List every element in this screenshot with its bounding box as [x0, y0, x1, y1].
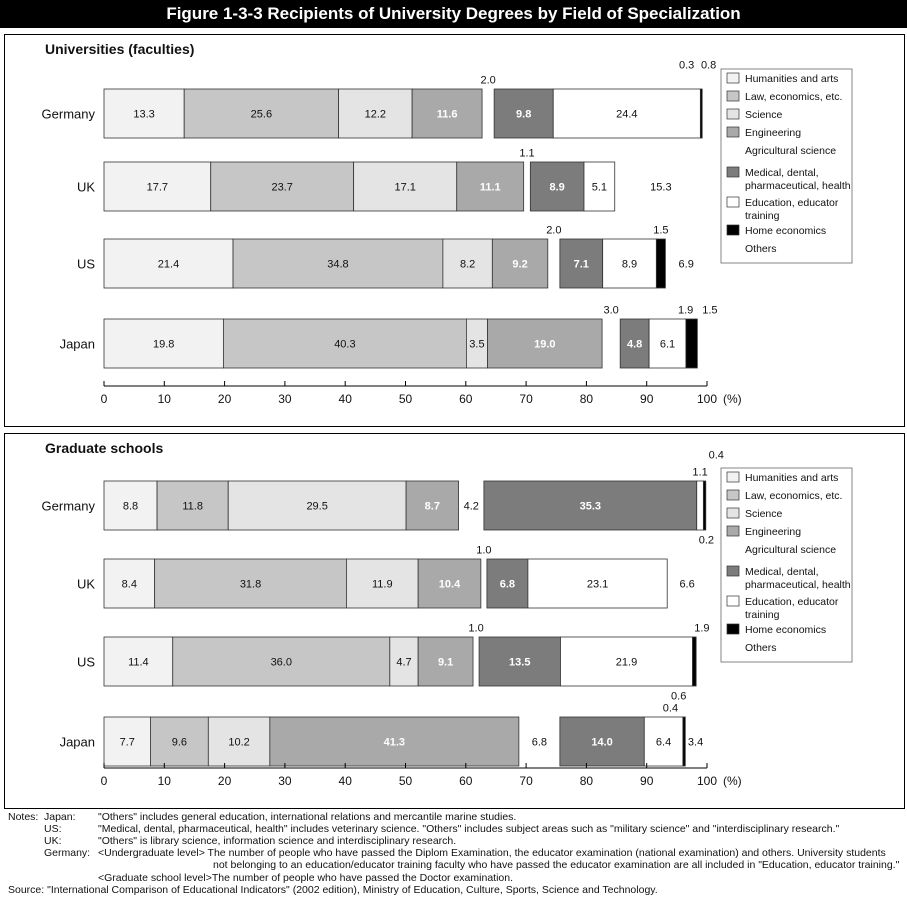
legend-label: pharmaceutical, health	[745, 579, 851, 591]
value-label: 17.1	[394, 181, 416, 194]
value-label: 0.3	[678, 59, 695, 72]
bar-segment-home-economics	[686, 319, 697, 368]
legend-item-law-economics-etc	[727, 91, 842, 103]
value-label: 10.2	[228, 736, 250, 749]
value-label: 3.0	[603, 304, 619, 317]
x-tick-label: 80	[579, 774, 594, 788]
legend-label: Home economics	[745, 624, 827, 636]
legend-label: Others	[745, 642, 777, 654]
legend-item-agricultural-science	[745, 145, 836, 157]
value-label: 0.2	[698, 534, 715, 547]
value-label: 19.8	[152, 338, 175, 351]
value-label: 8.8	[122, 500, 139, 513]
chart-panel-graduate	[4, 433, 905, 809]
value-label: 3.4	[687, 736, 704, 749]
x-tick-label: 10	[157, 774, 171, 788]
legend-swatch	[727, 91, 739, 101]
legend-swatch	[727, 508, 739, 518]
bar-row-us	[77, 623, 710, 703]
chart-universities	[5, 35, 904, 426]
legend-item-agricultural-science	[745, 544, 836, 556]
legend-swatch	[727, 596, 739, 606]
category-label: Japan	[59, 336, 95, 352]
value-label: 31.8	[239, 578, 262, 591]
chart-title-universities: Universities (faculties)	[45, 41, 195, 57]
x-tick-label: 20	[217, 392, 232, 406]
value-label: 1.5	[653, 224, 669, 237]
category-label: UK	[76, 576, 95, 592]
legend	[721, 69, 852, 263]
x-tick-label: 30	[278, 774, 292, 788]
x-tick-label: 100	[696, 774, 718, 788]
note-label: Germany:	[44, 847, 91, 859]
value-label: 11.8	[182, 500, 203, 513]
x-tick-label: 10	[157, 392, 171, 406]
value-label: 14.0	[591, 736, 613, 749]
category-label: Japan	[59, 734, 95, 750]
x-tick-label: 60	[459, 774, 473, 788]
bar-row-germany	[42, 450, 724, 547]
value-label: 7.1	[573, 258, 589, 271]
note-label: Japan:	[44, 811, 76, 823]
legend-item-science	[727, 508, 783, 520]
x-tick-label: 40	[338, 392, 352, 406]
category-label: Germany	[41, 498, 95, 514]
x-tick-label: 80	[579, 392, 594, 406]
value-label: 1.9	[677, 304, 694, 317]
legend-label: Science	[745, 109, 783, 121]
value-label: 10.4	[438, 578, 461, 591]
x-axis	[101, 763, 742, 788]
value-label: 11.6	[436, 108, 458, 121]
legend-label: training	[745, 210, 780, 222]
legend-item-law-economics-etc	[727, 490, 842, 502]
value-label: 0.8	[700, 59, 717, 72]
note-label: US:	[44, 823, 62, 835]
legend-item-engineering	[727, 127, 801, 139]
legend-swatch	[727, 197, 739, 207]
bar-row-japan	[60, 305, 718, 369]
value-label: 21.4	[157, 258, 180, 271]
legend-label: Agricultural science	[745, 145, 837, 157]
value-label: 9.6	[171, 736, 188, 749]
note-text: "Others" is library science, information science and interdisciplinary research.	[98, 835, 457, 847]
legend-label: Others	[745, 243, 777, 255]
value-label: 4.2	[463, 500, 479, 513]
value-label: 25.6	[250, 108, 273, 121]
legend-item-others	[745, 243, 777, 255]
value-label: 8.4	[121, 578, 137, 591]
legend-swatch	[727, 624, 739, 634]
value-label: 8.2	[459, 258, 476, 271]
value-label: 0.4	[708, 449, 724, 462]
legend-label: Law, economics, etc.	[745, 490, 843, 502]
x-tick-label: 70	[519, 392, 533, 406]
x-tick-label: 60	[459, 392, 473, 406]
x-tick-label: 50	[398, 392, 413, 406]
value-label: 6.8	[531, 736, 548, 749]
chart-title-graduate: Graduate schools	[45, 440, 164, 456]
legend-label: Education, educator	[745, 197, 839, 209]
legend-item-science	[727, 109, 783, 121]
value-label: 13.5	[509, 656, 531, 669]
value-label: 23.1	[586, 578, 609, 591]
value-label: 9.1	[437, 656, 454, 669]
value-label: 0.6	[671, 690, 687, 703]
value-label: 12.2	[364, 108, 387, 121]
x-tick-label: 0	[100, 774, 108, 788]
bar-segment-home-economics	[693, 637, 697, 686]
value-label: 2.0	[480, 74, 496, 87]
value-label: 8.9	[621, 258, 638, 271]
value-label: 9.2	[512, 258, 528, 271]
chart-graduate	[5, 434, 904, 808]
value-label: 13.3	[133, 108, 155, 121]
value-label: 1.1	[692, 466, 708, 479]
legend-label: Education, educator	[745, 596, 839, 608]
value-label: 7.7	[119, 736, 135, 749]
value-label: 29.5	[306, 500, 328, 513]
value-label: 34.8	[327, 258, 349, 271]
value-label: 17.7	[146, 181, 169, 194]
axis-unit-label: (%)	[723, 392, 742, 406]
value-label: 15.3	[650, 181, 672, 194]
x-tick-label: 30	[278, 392, 292, 406]
x-tick-label: 90	[640, 774, 654, 788]
legend-item-engineering	[727, 526, 801, 538]
value-label: 5.1	[591, 181, 608, 194]
value-label: 21.9	[615, 656, 638, 669]
note-text: "Others" includes general education, international relations and mercantile marine studies.	[98, 811, 517, 823]
legend-swatch	[727, 73, 739, 83]
x-tick-label: 50	[398, 774, 413, 788]
figure-title: Figure 1-3-3 Recipients of University Degrees by Field of Specialization	[0, 0, 907, 28]
value-label: 35.3	[579, 500, 602, 513]
legend-label: Engineering	[745, 526, 802, 538]
value-label: 6.9	[678, 258, 694, 271]
legend	[721, 468, 852, 662]
value-label: 40.3	[334, 338, 356, 351]
notes-header: Notes:	[8, 811, 39, 823]
axis-unit-label: (%)	[723, 774, 742, 788]
legend-label: Agricultural science	[745, 544, 837, 556]
value-label: 1.1	[519, 147, 535, 160]
note-text: "Medical, dental, pharmaceutical, health" includes veterinary science. "Others" includes subject areas such as "military science" and "interdisciplinary research."	[98, 823, 840, 835]
legend-label: Engineering	[745, 127, 802, 139]
value-label: 41.3	[383, 736, 406, 749]
value-label: 0.4	[662, 702, 679, 715]
value-label: 24.4	[616, 108, 638, 121]
note-text: not belonging to an education/educator training faculty who have passed the educator examination are all included in "Education, educator training."	[213, 859, 900, 871]
value-label: 6.4	[655, 736, 672, 749]
value-label: 6.1	[659, 338, 676, 351]
legend-label: Law, economics, etc.	[745, 91, 843, 103]
x-tick-label: 0	[100, 392, 108, 406]
legend-swatch	[727, 526, 739, 536]
legend-swatch	[727, 566, 739, 576]
value-label: 8.9	[549, 181, 565, 194]
x-tick-label: 90	[640, 392, 654, 406]
category-label: US	[76, 654, 95, 670]
value-label: 1.0	[476, 544, 492, 557]
value-label: 4.8	[626, 338, 643, 351]
value-label: 11.1	[479, 181, 501, 194]
legend-label: Humanities and arts	[745, 73, 839, 85]
legend-swatch	[727, 490, 739, 500]
value-label: 2.0	[546, 224, 562, 237]
category-label: US	[76, 256, 95, 272]
value-label: 1.5	[702, 304, 718, 317]
bar-segment-home-economics	[700, 89, 702, 138]
legend-label: Medical, dental,	[745, 167, 819, 179]
category-label: UK	[76, 179, 95, 195]
x-tick-label: 70	[519, 774, 533, 788]
chart-panel-universities	[4, 34, 905, 427]
value-label: 9.8	[516, 108, 532, 121]
bar-row-japan	[60, 703, 704, 767]
value-label: 11.4	[128, 656, 149, 669]
note-text: <Undergraduate level> The number of people who have passed the Diplom Examination, the educator examination (national examination) and others. University students	[98, 847, 886, 859]
bar-segment-education-educator-training	[697, 481, 704, 530]
legend-label: Science	[745, 508, 783, 520]
legend-swatch	[727, 472, 739, 482]
legend-swatch	[727, 109, 739, 119]
note-text: <Graduate school level>The number of people who have passed the Doctor examination.	[98, 872, 514, 884]
bar-segment-home-economics	[683, 717, 685, 766]
note-label: UK:	[44, 835, 62, 847]
source-text: Source: "International Comparison of Educational Indicators" (2002 edition), Ministry of Education, Culture, Sports, Science and Technology.	[8, 884, 658, 896]
value-label: 19.0	[534, 338, 556, 351]
legend-item-others	[745, 642, 777, 654]
x-tick-label: 20	[217, 774, 232, 788]
value-label: 36.0	[270, 656, 292, 669]
bar-row-germany	[42, 60, 717, 139]
legend-swatch	[727, 167, 739, 177]
legend-swatch	[727, 127, 739, 137]
bar-row-uk	[77, 148, 672, 212]
value-label: 1.9	[694, 622, 710, 635]
value-label: 8.7	[424, 500, 440, 513]
bar-segment-home-economics	[703, 481, 705, 530]
value-label: 23.7	[271, 181, 293, 194]
x-tick-label: 100	[696, 392, 718, 406]
x-axis	[101, 381, 742, 406]
x-tick-label: 40	[338, 774, 352, 788]
category-label: Germany	[41, 106, 95, 122]
value-label: 11.9	[371, 578, 393, 591]
legend-label: pharmaceutical, health	[745, 180, 851, 192]
bar-segment-home-economics	[656, 239, 665, 288]
legend-label: Home economics	[745, 225, 827, 237]
legend-label: Humanities and arts	[745, 472, 839, 484]
legend-label: Medical, dental,	[745, 566, 819, 578]
value-label: 6.6	[679, 578, 695, 591]
value-label: 3.5	[469, 338, 485, 351]
bar-row-uk	[77, 545, 695, 609]
value-label: 6.8	[499, 578, 516, 591]
legend-swatch	[727, 225, 739, 235]
bar-row-us	[77, 225, 694, 289]
value-label: 4.7	[396, 656, 412, 669]
legend-label: training	[745, 609, 780, 621]
value-label: 1.0	[468, 622, 484, 635]
